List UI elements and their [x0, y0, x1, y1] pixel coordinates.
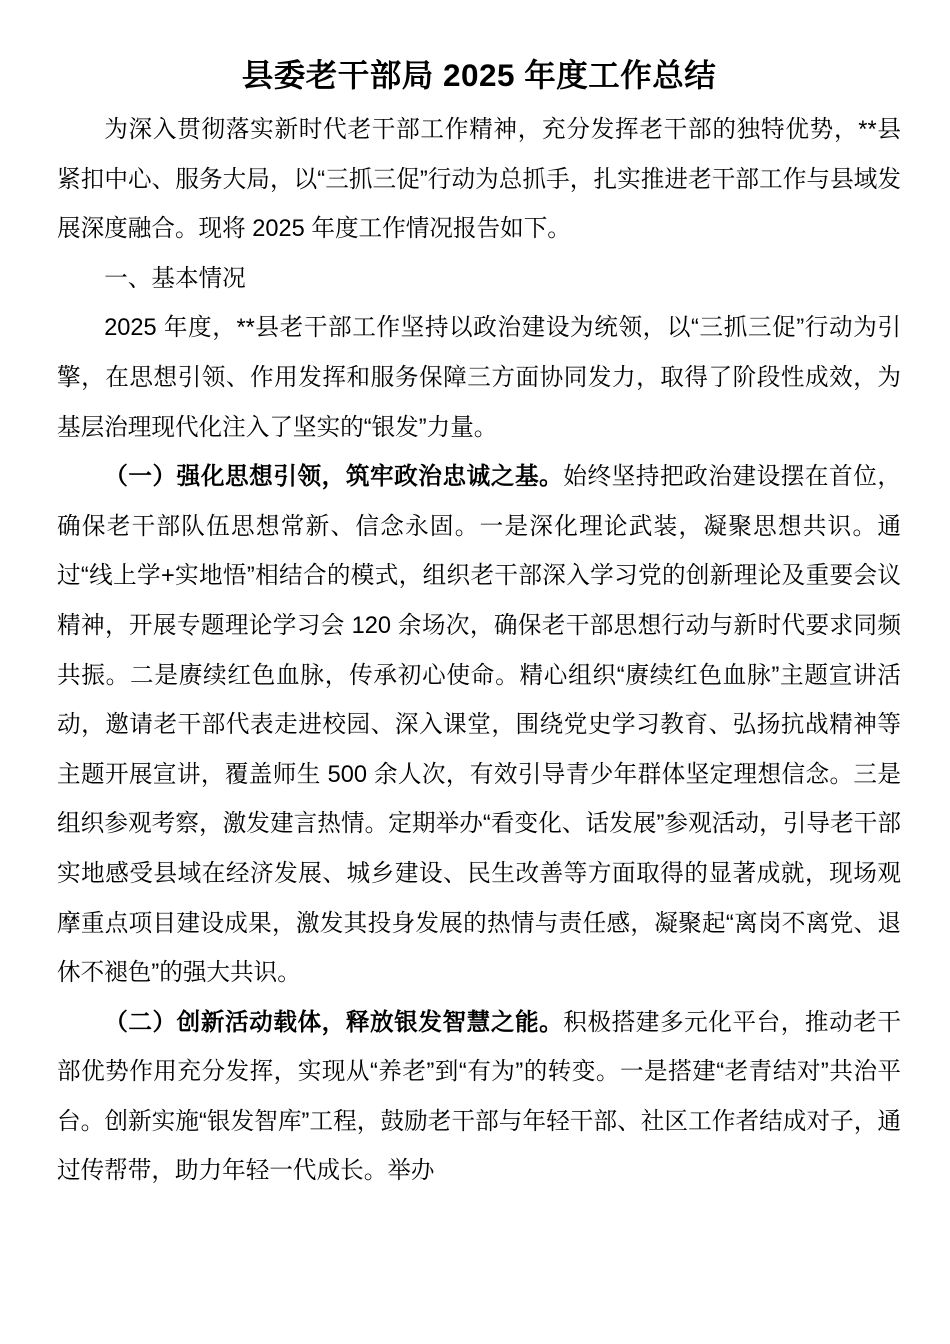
page-title: 县委老干部局 2025 年度工作总结	[241, 57, 717, 93]
opening-paragraph: 为深入贯彻落实新时代老干部工作精神，充分发挥老干部的独特优势，**县紧扣中心、服务大局，以“三抓三促”行动为总抓手，扎实推进老干部工作与县域发展深度融合。现将 2025 年度工作情况报告如下。	[57, 117, 901, 243]
subsection-two-text: 积极搭建多元化平台，推动老干部优势作用充分发挥，实现从“养老”到“有为”的转变。一是搭建“老青结对”共治平台。创新实施“银发智库”工程，鼓励老干部与年轻干部、社区工作者结成对子，通过传帮带，助力年轻一代成长。举办	[57, 1009, 902, 1185]
subsection-one	[57, 453, 901, 999]
document-body	[57, 52, 901, 1197]
subsection-one-lead: （一）强化思想引领，筑牢政治忠诚之基。	[104, 464, 564, 491]
subsection-one-text: 始终坚持把政治建设摆在首位，确保老干部队伍思想常新、信念永固。一是深化理论武装，凝聚思想共识。通过“线上学+实地悟”相结合的模式，组织老干部深入学习党的创新理论及重要会议精神，开展专题理论学习会 120 余场次，确保老干部思想行动与新时代要求同频共振。二是赓续红色血脉，传承初心使命。精心组织“赓续红色血脉”主题宣讲活动，邀请老干部代表走进校园、深入课堂，围绕党史学习教育、弘扬抗战精神等主题开展宣讲，覆盖师生 500 余人次，有效引导青少年群体坚定理想信念。三是组织参观考察，激发建言热情。定期举办“看变化、话发展”参观活动，引导老干部实地感受县域在经济发展、城乡建设、民生改善等方面取得的显著成就，现场观摩重点项目建设成果，激发其投身发展的热情与责任感，凝聚起“离岗不离党、退休不褪色”的强大共识。	[57, 464, 902, 987]
section-one-body: 2025 年度，**县老干部工作坚持以政治建设为统领，以“三抓三促”行动为引擎，在思想引领、作用发挥和服务保障三方面协同发力，取得了阶段性成效，为基层治理现代化注入了坚实的“银发”力量。	[57, 315, 901, 441]
subsection-two-lead: （二）创新活动载体，释放银发智慧之能。	[104, 1009, 564, 1036]
subsection-two	[57, 999, 901, 1197]
section-heading-one: 一、基本情况	[104, 265, 246, 292]
